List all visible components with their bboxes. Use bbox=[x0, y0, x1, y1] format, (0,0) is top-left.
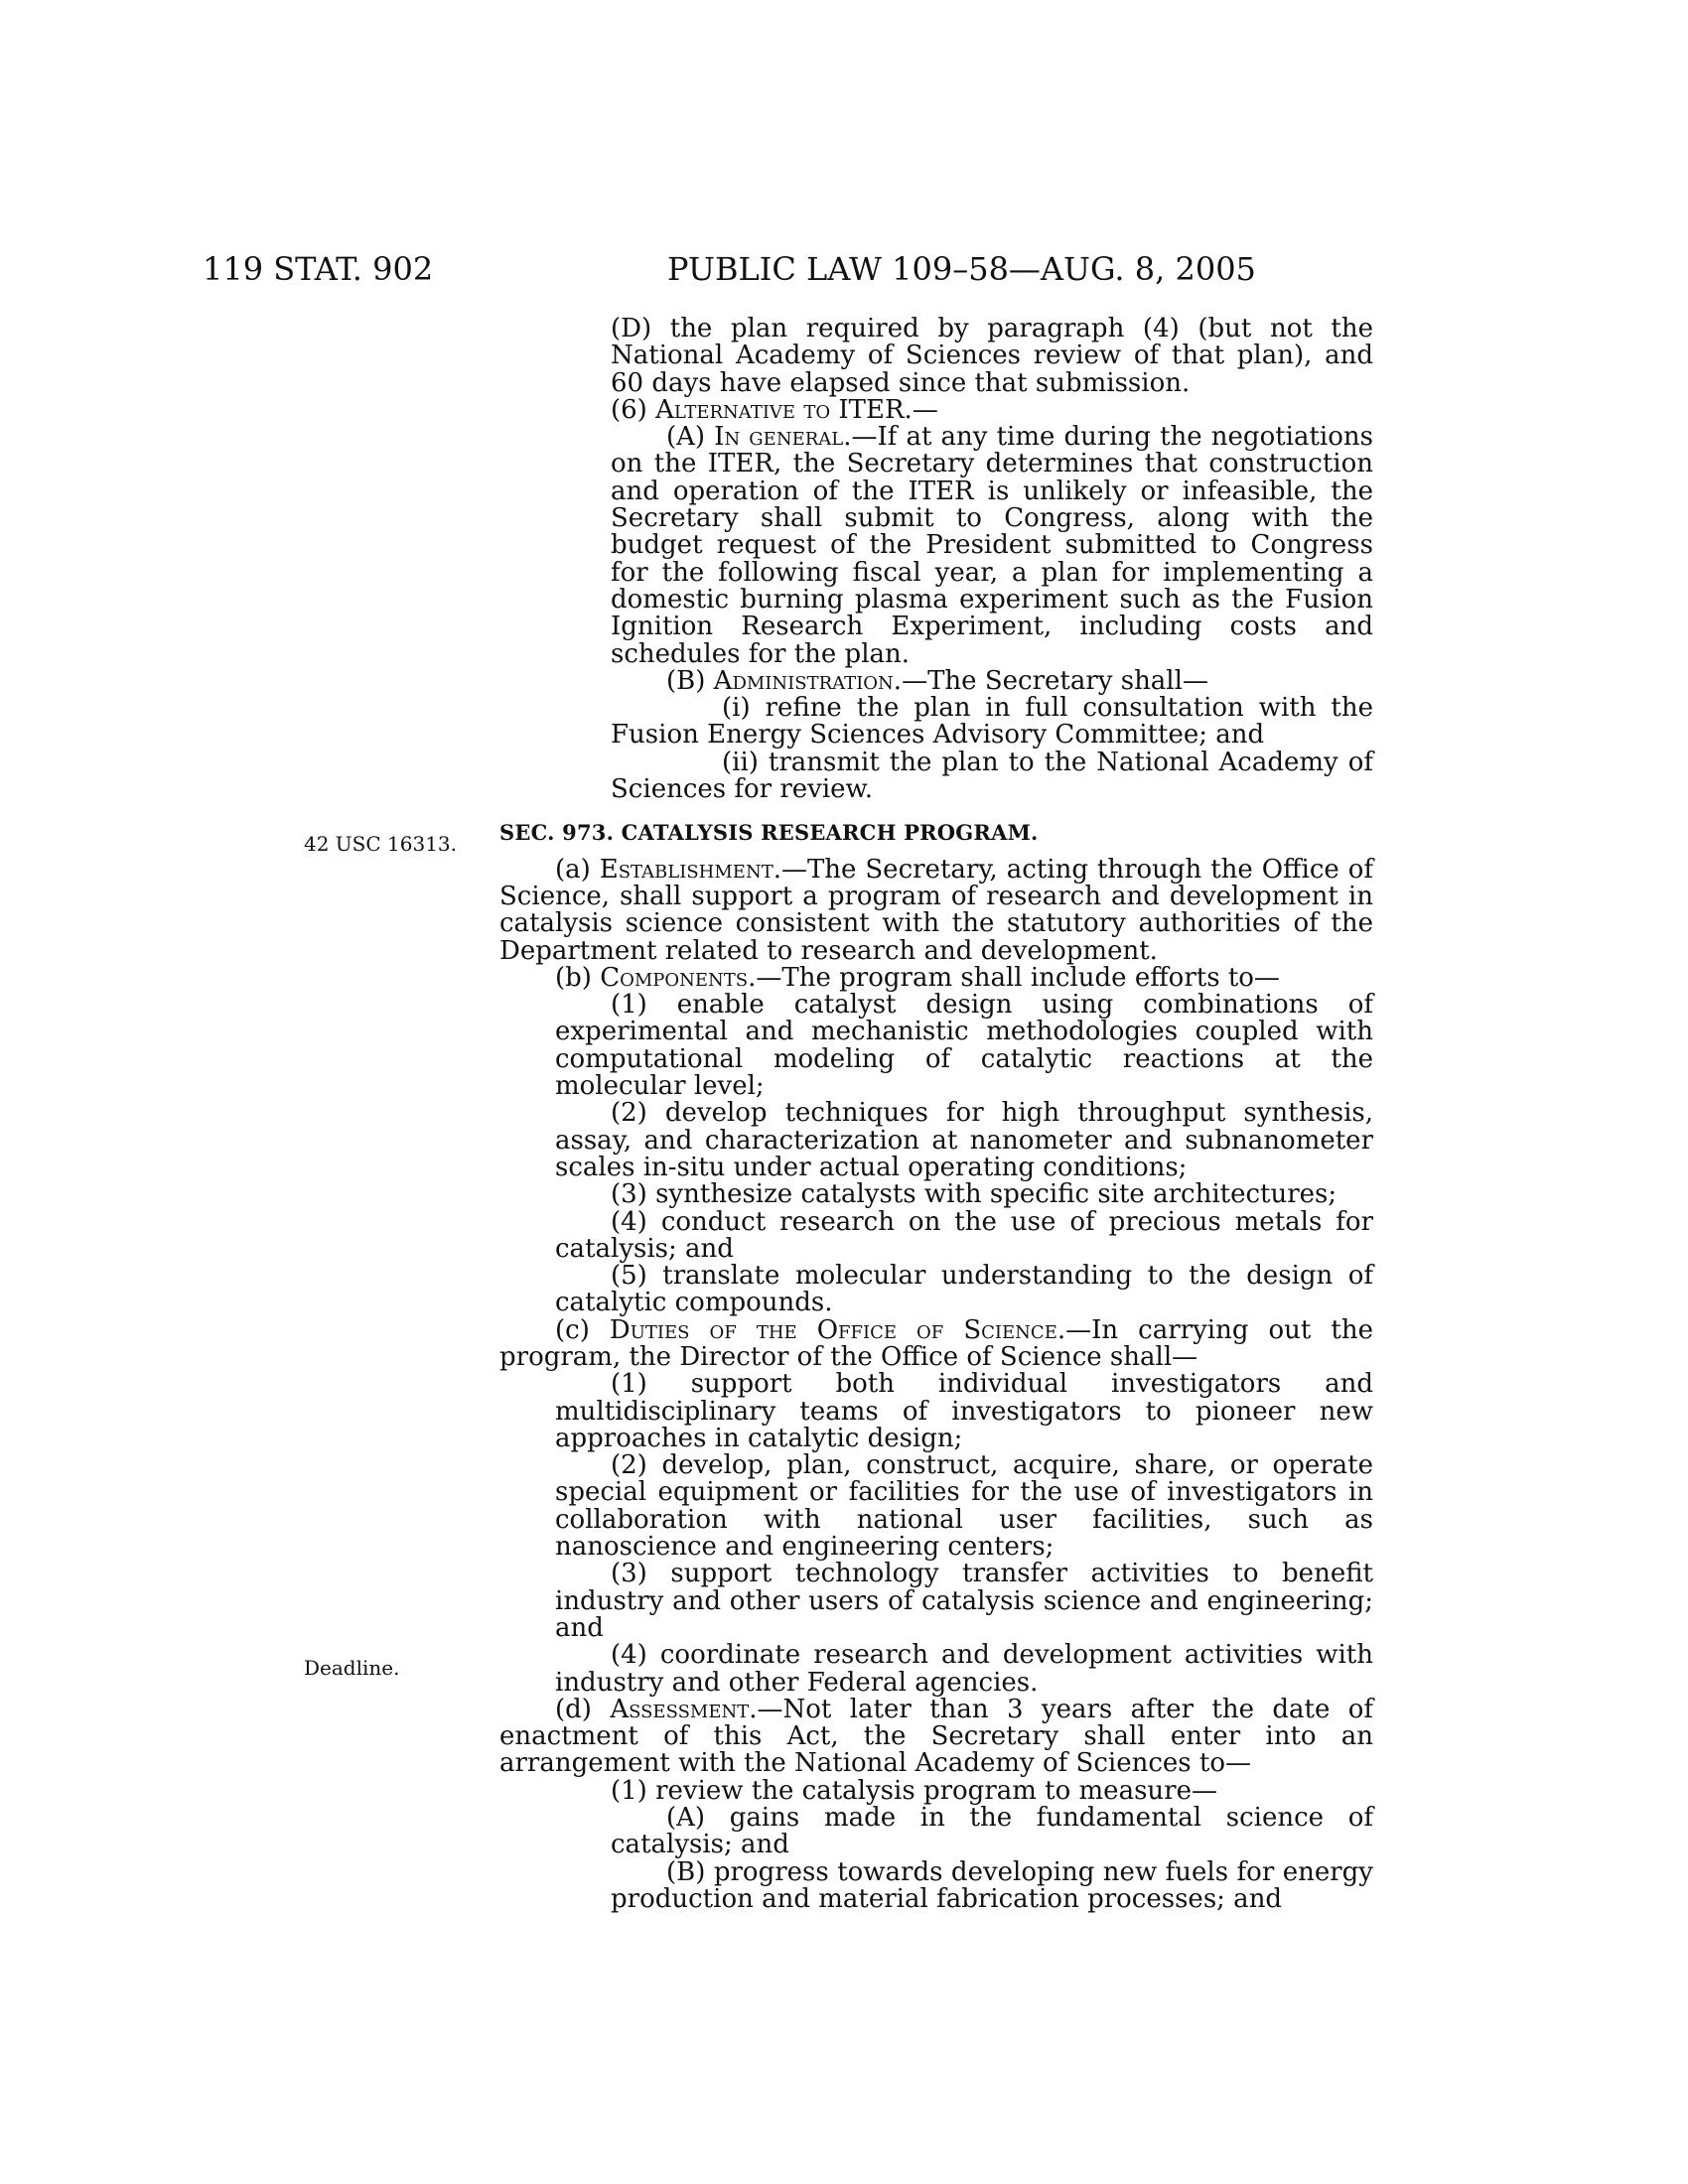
paragraph-d1A: (A) gains made in the fundamental science of catalysis; and bbox=[611, 1803, 1373, 1860]
paragraph-c: (c) Duties of the Office of Science.—In carrying out the program, the Director of the Office of Science shall— bbox=[499, 1314, 1373, 1372]
paragraph-6B-i: (i) refine the plan in full consultation with the Fusion Energy Sciences Advisory Committee; and bbox=[611, 693, 1373, 751]
paragraph-d1: (1) review the catalysis program to measure— bbox=[611, 1775, 1217, 1806]
paragraph-a: (a) Establishment.—The Secretary, acting through the Office of Science, shall support a program of research and development in catalysis science consistent with the statutory authorities of the Department related to research and development. bbox=[499, 854, 1373, 966]
paragraph-b1: (1) enable catalyst design using combinations of experimental and mechanistic methodologies coupled with computational modeling of catalytic reactions at the molecular level; bbox=[555, 990, 1373, 1102]
paragraph-c2: (2) develop, plan, construct, acquire, share, or operate special equipment or facilities for the use of investigators in collaboration with national user facilities, such as nanoscience and engineering centers; bbox=[555, 1450, 1373, 1563]
paragraph-6: (6) Alternative to ITER.— bbox=[611, 394, 938, 425]
margin-note-usc: 42 USC 16313. bbox=[304, 832, 458, 856]
paragraph-b2: (2) develop techniques for high throughput synthesis, assay, and characterization at nanometer and subnanometer scales in-situ under actual operating conditions; bbox=[555, 1098, 1373, 1182]
paragraph-b5: (5) translate molecular understanding to the design of catalytic compounds. bbox=[555, 1261, 1373, 1318]
paragraph-D: (D) the plan required by paragraph (4) (but not the National Academy of Sciences review of that plan), and 60 days have elapsed since that submission. bbox=[611, 314, 1373, 398]
paragraph-b4: (4) conduct research on the use of precious metals for catalysis; and bbox=[555, 1206, 1373, 1264]
statute-text bbox=[499, 316, 1373, 1913]
paragraph-6A: (A) In general.—If at any time during the negotiations on the ITER, the Secretary determines that construction and operation of the ITER is unlikely or infeasible, the Secretary shall submit to Congress, along with the budget request of the President submitted to Congress for the following fiscal year, a plan for implementing a domestic burning plasma experiment such as the Fusion Ignition Research Experiment, including costs and schedules for the plan. bbox=[611, 422, 1373, 669]
paragraph-c1: (1) support both individual investigators and multidisciplinary teams of investigators to pioneer new approaches in catalytic design; bbox=[555, 1369, 1373, 1453]
paragraph-c3: (3) support technology transfer activities to benefit industry and other users of catalysis science and engineering; and bbox=[555, 1559, 1373, 1643]
paragraph-b3: (3) synthesize catalysts with specific site architectures; bbox=[611, 1179, 1337, 1210]
paragraph-6B-ii: (ii) transmit the plan to the National Academy of Sciences for review. bbox=[611, 747, 1373, 805]
section-title: SEC. 973. CATALYSIS RESEARCH PROGRAM. bbox=[499, 820, 1039, 846]
paragraph-6B: (B) Administration.—The Secretary shall— bbox=[666, 665, 1208, 696]
margin-note-deadline: Deadline. bbox=[304, 1656, 400, 1680]
running-header: PUBLIC LAW 109–58—AUG. 8, 2005 bbox=[667, 250, 1256, 288]
paragraph-c4: (4) coordinate research and development activities with industry and other Federal agencies. bbox=[555, 1640, 1373, 1698]
paragraph-d1B: (B) progress towards developing new fuels for energy production and material fabrication processes; and bbox=[611, 1856, 1373, 1914]
statute-page-number: 119 STAT. 902 bbox=[203, 250, 434, 288]
paragraph-b: (b) Components.—The program shall include efforts to— bbox=[555, 962, 1280, 993]
paragraph-d: (d) Assessment.—Not later than 3 years after the date of enactment of this Act, the Secretary shall enter into an arrangement with the National Academy of Sciences to— bbox=[499, 1694, 1373, 1779]
